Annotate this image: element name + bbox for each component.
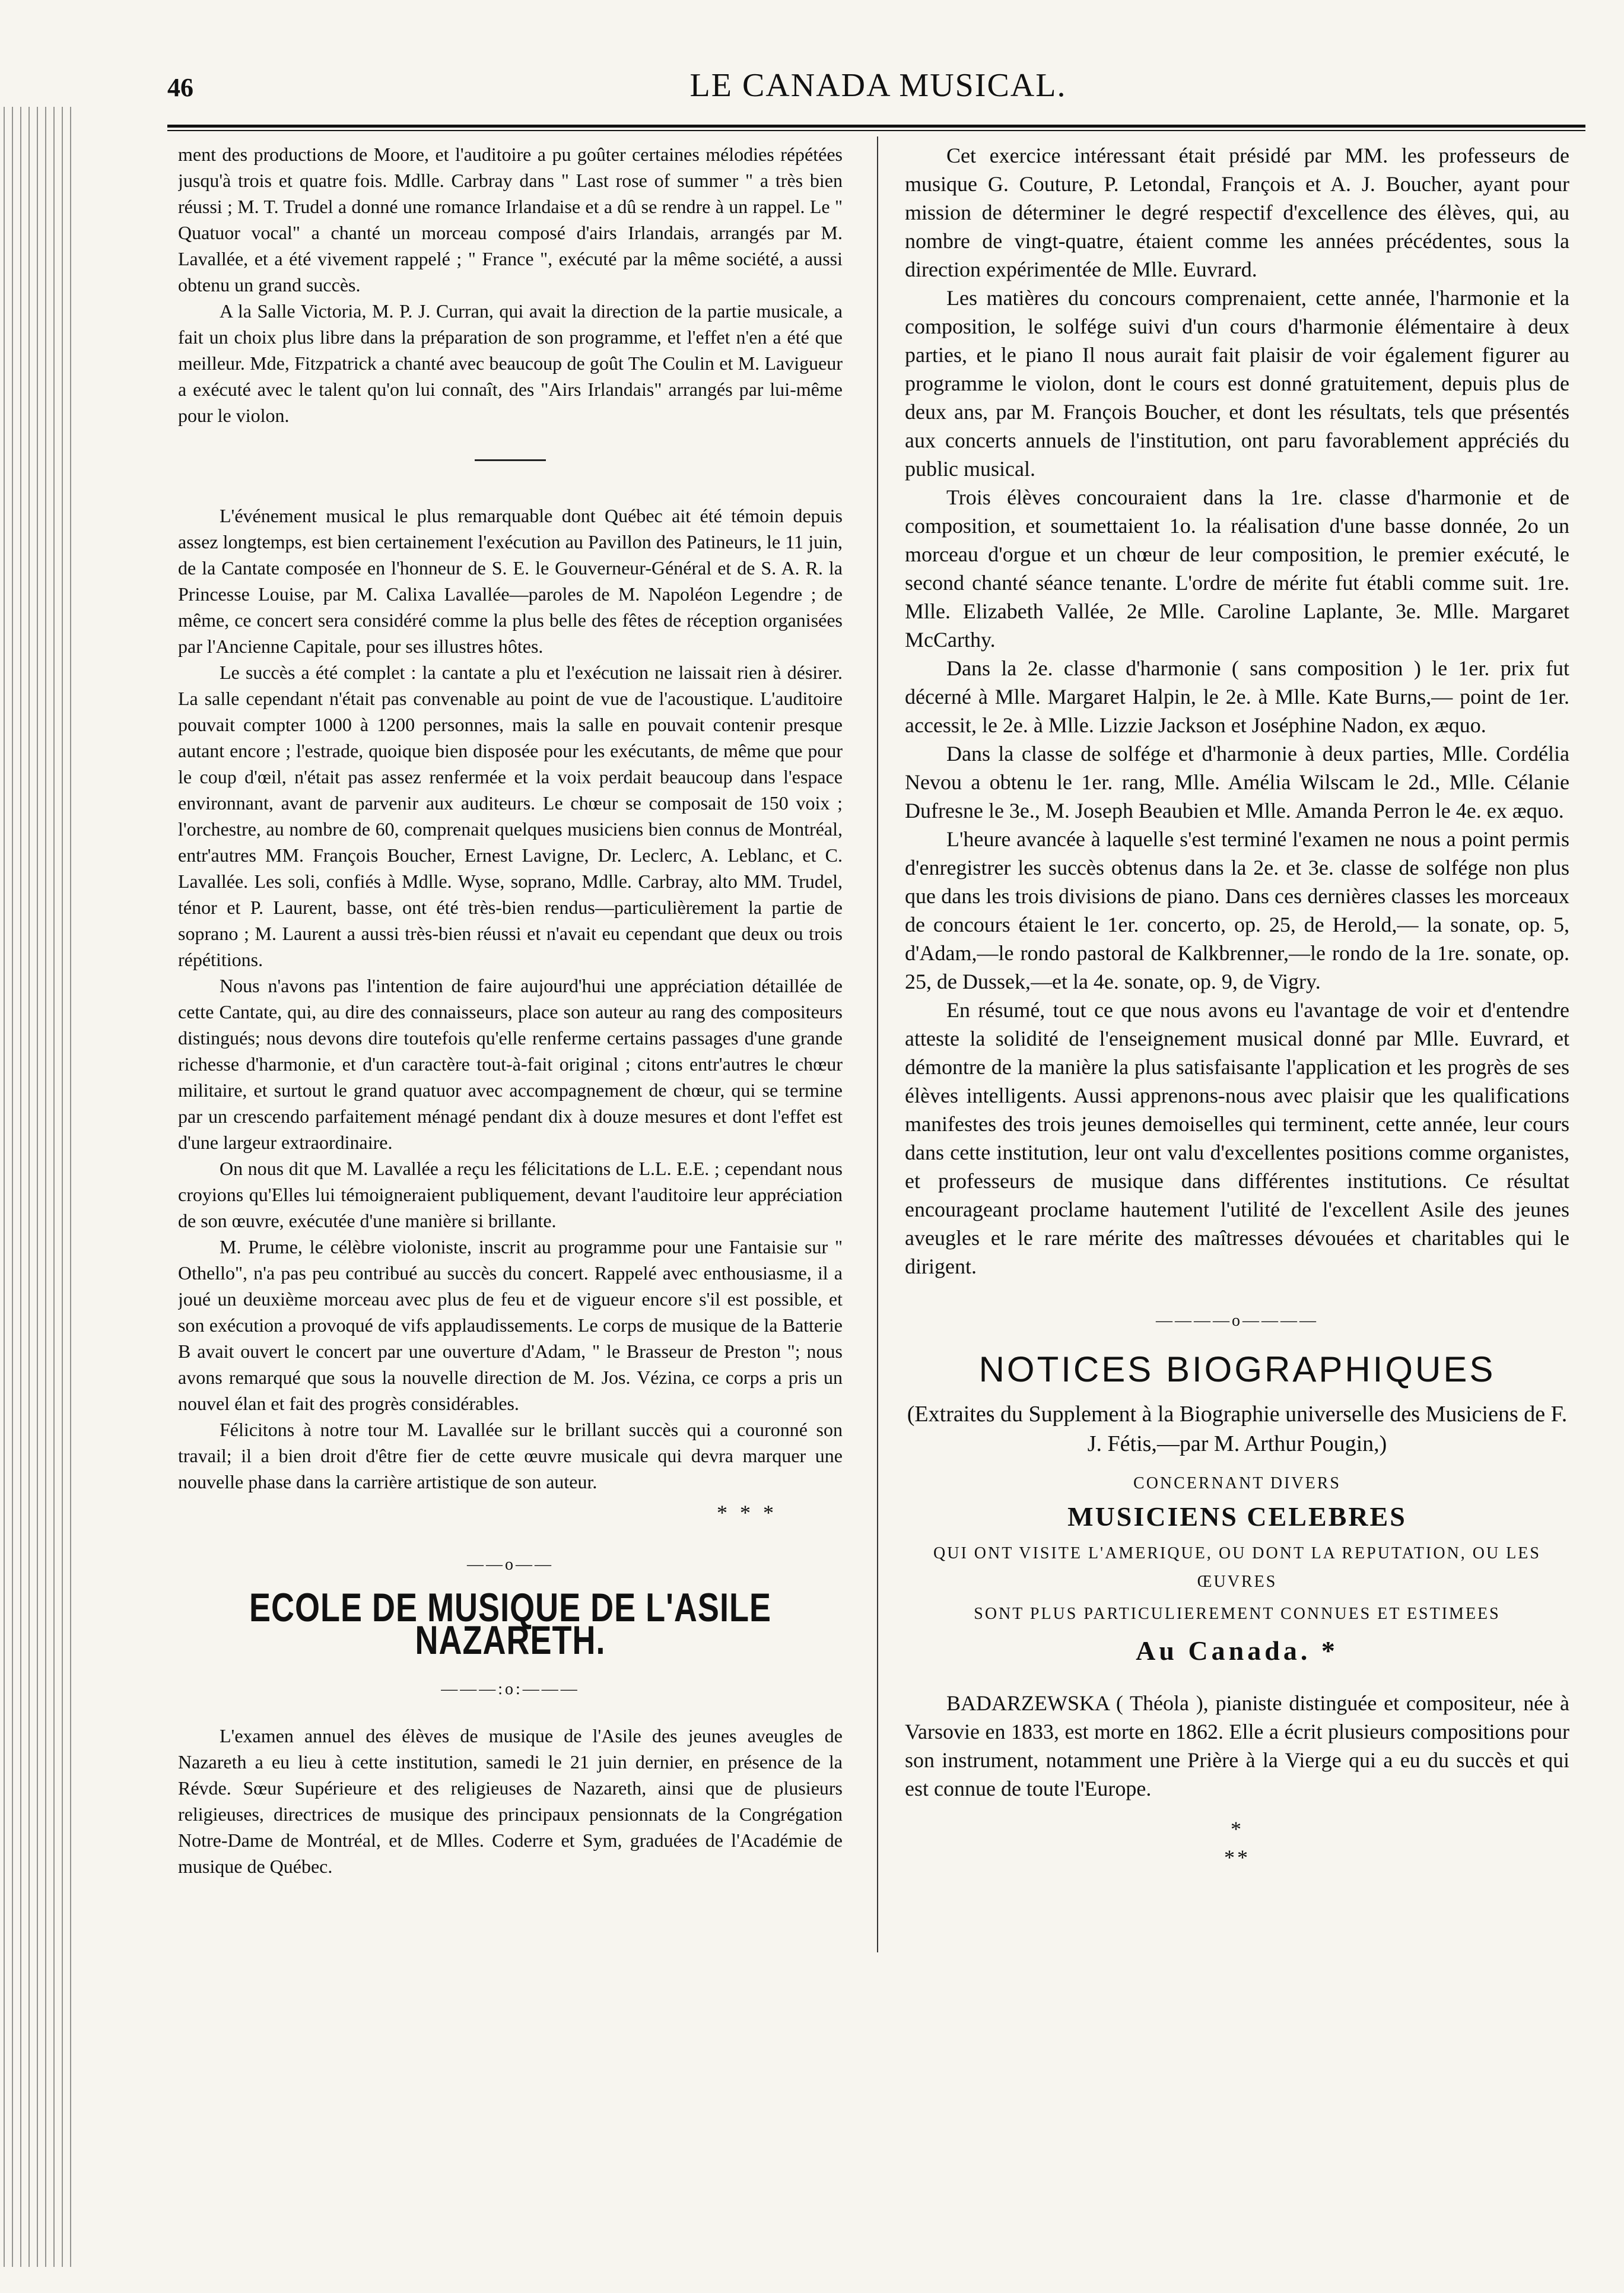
paragraph: Les matières du concours comprenaient, cette année, l'harmonie et la composition, le solfége suivi d'un cours d'harmonie élémentaire à deux parties, et le piano Il nous aurait fait plaisir de voir également figurer au programme le violon, dont le cours est donné gratuitement, depuis plus de deux ans, par M. François Boucher, et dont les résultats, tels que présentés aux concerts annuels de l'institution, ont paru favorablement appréciés du public musical.: [905, 286, 1569, 481]
qui-ont-line: QUI ONT VISITE L'AMERIQUE, OU DONT LA REPUTATION, OU LES ŒUVRES: [933, 1544, 1541, 1591]
paragraph: Dans la classe de solfége et d'harmonie à deux parties, Mlle. Cordélia Nevou a obtenu le 1er. rang, Mlle. Amélia Wilscam le 2d., Mlle. Célanie Dufresne le 3e., M. Joseph Beaubien et Mlle. Amanda Perron le 4e. ex æquo.: [905, 742, 1569, 822]
paragraph: Dans la 2e. classe d'harmonie ( sans composition ) le 1er. prix fut décerné à Mlle. Margaret Halpin, le 2e. à Mlle. Kate Burns,— point de 1er. accessit, le 2e. à Mlle. Lizzie Jackson et Joséphine Nadon, ex æquo.: [905, 656, 1569, 737]
section-title-ecole: ECOLE DE MUSIQUE DE L'ASILE NAZARETH.: [249, 1586, 771, 1663]
paragraph: M. Prume, le célèbre violoniste, inscrit au programme pour une Fantaisie sur " Othello", n'a pas peu contribué au succès du concert. Rappelé avec enthousiasme, il a joué un deuxième morceau avec plus de feu et de vigueur encore s'il est possible, et son exécution a provoqué de vifs applaudissements. Le corps de musique de la Batterie B avait ouvert le concert par une ouverture d'Adam, " le Brasseur de Preston "; nous avons remarqué que sous la nouvelle direction de M. Jos. Vézina, ce corps a pris un nouvel élan et fait des progrès considérables.: [178, 1236, 843, 1414]
paragraph: En résumé, tout ce que nous avons eu l'avantage de voir et d'entendre atteste la solidité de l'enseignement musical donné par Mlle. Euvrard, et démontre de la manière la plus satisfaisante l'application et les progrès de ses élèves intelligents. Aussi apprenons-nous avec plaisir que les qualifications manifestes des trois jeunes demoiselles qui terminent, cette année, leur cours dans cette institution, leur ont valu d'excellentes positions comme organistes, et professeurs de musique dans différentes institutions. Ce résultat encourageant proclame hautement l'utilité de l'excellent Asile des jeunes aveugles et le rare mérite des maîtresses dévouées et charitables qui le dirigent.: [905, 998, 1569, 1278]
left-column: [178, 141, 843, 2254]
paragraph: Nous n'avons pas l'intention de faire aujourd'hui une appréciation détaillée de cette Cantate, qui, au dire des connaisseurs, place son auteur au rang des compositeurs distingués; nous devons dire toutefois qu'elle renferme certains passages d'une grande richesse d'harmonie, et d'un caractère tout-à-fait original ; citons entr'autres le chœur militaire, et surtout le grand quatuor avec accompagnement de chœur, qui se termine par un crescendo parfaitement ménagé pendant dix à douze mesures et dont l'effet est d'une largeur extraordinaire.: [178, 975, 843, 1153]
right-column: [905, 141, 1569, 2254]
separator-ornament: ———:o:———: [441, 1680, 580, 1698]
paragraph: Cet exercice intéressant était présidé par MM. les professeurs de musique G. Couture, P. Letondal, François et A. J. Boucher, ayant pour mission de déterminer le degré respectif d'excellence des élèves, qui, au nombre de vingt-quatre, étaient comme les années précédentes, sous la direction expérimentée de Mlle. Euvrard.: [905, 144, 1569, 281]
paragraph: Le succès a été complet : la cantate a plu et l'exécution ne laissait rien à désirer. La salle cependant n'était pas convenable au point de vue de l'acoustique. L'auditoire pouvait compter 1000 à 1200 personnes, mais la salle en pouvait contenir presque autant encore ; l'estrade, quoique bien disposée pour les exécutants, de même que pour le coup d'œil, n'était pas assez renfermée et la voix perdait beaucoup dans l'espace environnant, avant de parvenir aux auditeurs. Le chœur se composait de 150 voix ; l'orchestre, au nombre de 60, comprenait quelques musiciens bien connus de Montréal, entr'autres MM. François Boucher, Ernest Lavigne, Dr. Leclerc, A. Leblanc, et C. Lavallée. Les soli, confiés à Mdlle. Wyse, soprano, Mdlle. Carbray, alto MM. Trudel, ténor et P. Laurent, basse, ont été très-bien rendus—particulièrement la partie de soprano ; M. Laurent a aussi très-bien réussi et n'avait eu cependant que deux ou trois répétitions.: [178, 662, 843, 970]
end-asterism: * **: [1224, 1817, 1250, 1869]
notices-subtitle: (Extraites du Supplement à la Biographie universelle des Musiciens de F. J. Fétis,—par M. Arthur Pougin,): [907, 1402, 1568, 1456]
separator-ornament: ——o——: [467, 1555, 554, 1574]
concernant-line: CONCERNANT DIVERS: [1133, 1474, 1341, 1492]
asterism: * * *: [717, 1501, 777, 1525]
paragraph: ment des productions de Moore, et l'auditoire a pu goûter certaines mélodies répétées jusqu'à trois et quatre fois. Mdlle. Carbray dans " Last rose of summer " a très bien réussi ; M. T. Trudel a donné une romance Irlandaise et a dû se rendre à un rappel. Le " Quatuor vocal" a chanté un morceau composé d'airs Irlandais, arrangés par M. Lavallée, et a été vivement rappelé ; " France ", exécuté par la même société, a aussi obtenu un grand succès.: [178, 144, 843, 296]
column-divider: [877, 136, 878, 1952]
paragraph: L'heure avancée à laquelle s'est terminé l'examen ne nous a point permis d'enregistrer les succès obtenus dans la 2e. et 3e. classe de solfége non plus que dans les trois divisions de piano. Dans ces dernières classes les morceaux de concours étaient le 1er. concerto, op. 25, de Herold,— la sonate, op. 5, d'Adam,—le rondo pastoral de Kalkbrenner,—le rondo de la 1re. sonate, op. 25, de Dussek,—et la 4e. sonate, op. 9, de Vigry.: [905, 827, 1569, 993]
paragraph: On nous dit que M. Lavallée a reçu les félicitations de L.L. E.E. ; cependant nous croyions qu'Elles lui témoigneraient publiquement, devant l'auditoire leur appréciation de son œuvre, exécutée d'une manière si brillante.: [178, 1158, 843, 1231]
paragraph: L'examen annuel des élèves de musique de l'Asile des jeunes aveugles de Nazareth a eu lieu à cette institution, samedi le 21 juin dernier, en présence de la Révde. Sœur Supérieure et des religieuses de Nazareth, ainsi que de plusieurs religieuses, directrices de musique des principaux pensionnats de la Congrégation Notre-Dame de Montréal, et de Mlles. Coderre et Sym, graduées de l'Académie de musique de Québec.: [178, 1725, 843, 1877]
separator-rule: [475, 459, 546, 461]
paragraph: L'événement musical le plus remarquable dont Québec ait été témoin depuis assez longtemps, est bien certainement l'exécution au Pavillon des Patineurs, le 11 juin, de la Cantate composée en l'honneur de S. E. le Gouverneur-Général et de S. A. R. la Princesse Louise, par M. Calixa Lavallée—paroles de M. Napoléon Legendre ; de même, ce concert sera considéré comme la plus belle des fêtes de réception organisées par l'Ancienne Capitale, pour ses illustres hôtes.: [178, 505, 843, 657]
page-number: 46: [167, 73, 193, 102]
running-title: LE CANADA MUSICAL.: [689, 67, 1067, 104]
au-canada-line: Au Canada. *: [1136, 1635, 1339, 1666]
binding-edge: [0, 107, 71, 2267]
header-rule: [167, 125, 1585, 131]
separator-ornament: ————o————: [1156, 1311, 1318, 1330]
paragraph: Félicitons à notre tour M. Lavallée sur le brillant succès qui a couronné son travail; il a bien droit d'être fier de cette œuvre musicale qui devra marquer une nouvelle phase dans la carrière artistique de son auteur.: [178, 1419, 843, 1492]
section-title-notices: NOTICES BIOGRAPHIQUES: [978, 1349, 1496, 1389]
sont-plus-line: SONT PLUS PARTICULIEREMENT CONNUES ET ESTIMEES: [974, 1605, 1501, 1623]
paragraph: BADARZEWSKA ( Théola ), pianiste distinguée et compositeur, née à Varsovie en 1833, est morte en 1862. Elle a écrit plusieurs compositions pour son instrument, notamment une Prière à la Vierge qui a eu du succès et qui est connue de toute l'Europe.: [905, 1691, 1569, 1800]
paragraph: Trois élèves concouraient dans la 1re. classe d'harmonie et de composition, et soumettaient 1o. la réalisation d'une basse donnée, 2o un morceau d'orgue et un chœur de leur composition, le premier exécuté, le second chanté séance tenante. L'ordre de mérite fut établi comme suit. 1re. Mlle. Elizabeth Vallée, 2e Mlle. Caroline Laplante, 3e. Mlle. Margaret McCarthy.: [905, 485, 1569, 652]
musiciens-line: MUSICIENS CELEBRES: [1067, 1501, 1407, 1532]
paragraph: A la Salle Victoria, M. P. J. Curran, qui avait la direction de la partie musicale, a fait un choix plus libre dans la préparation de son programme, et l'effet n'en a été que meilleur. Mde, Fitzpatrick a chanté avec beaucoup de goût The Coulin et M. Lavigueur a exécuté avec le talent qu'on lui connaît, des "Airs Irlandais" arrangés par lui-même pour le violon.: [178, 300, 843, 426]
